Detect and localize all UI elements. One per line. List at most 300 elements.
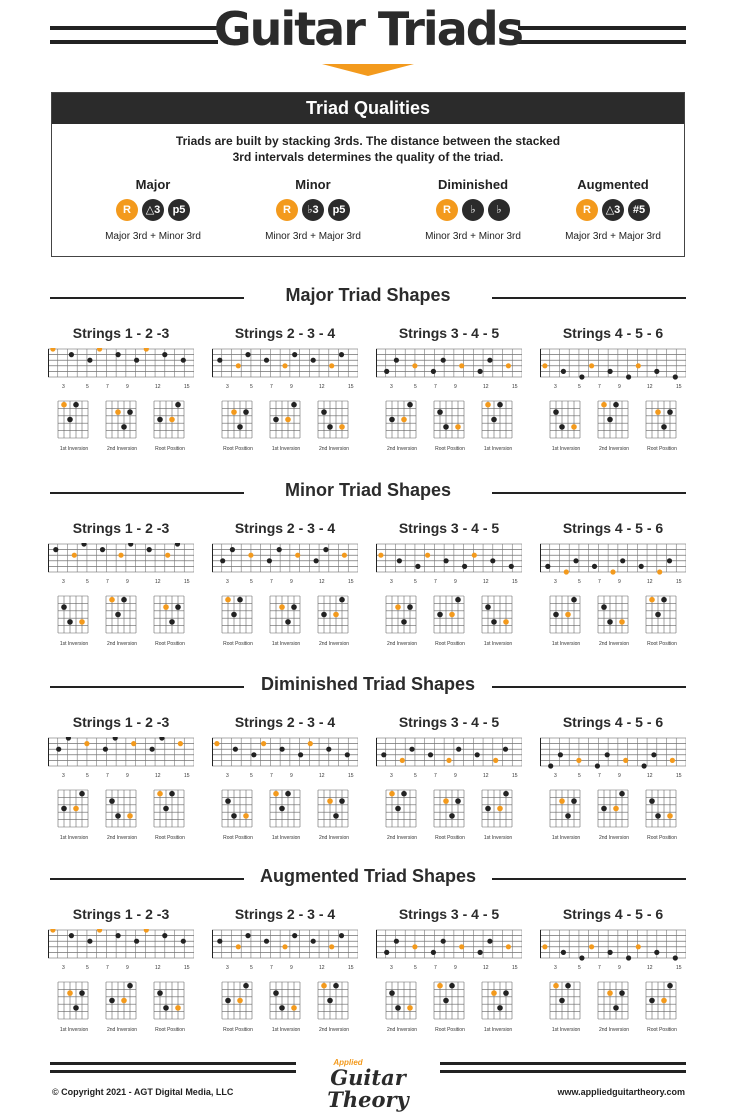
fret-number: 7 [270, 579, 273, 585]
note-dot [277, 547, 282, 552]
fret-number: 3 [226, 579, 229, 585]
note-dot [378, 553, 383, 558]
note-dot [127, 409, 133, 415]
note-dot [497, 806, 503, 812]
fret-number: 3 [390, 384, 393, 390]
shape-caption: Root Position [435, 641, 465, 647]
note-dot [455, 424, 461, 430]
note-dot [407, 402, 413, 408]
note-dot [455, 798, 461, 804]
fretboard-diagram [540, 348, 686, 382]
note-dot [412, 944, 417, 949]
note-dot [545, 564, 550, 569]
note-dot [558, 752, 563, 757]
note-dot [285, 619, 291, 625]
note-dot [323, 547, 328, 552]
note-dot [491, 990, 497, 996]
fret-number: 5 [250, 773, 253, 779]
note-dot [165, 553, 170, 558]
fretboard-diagram [540, 737, 686, 771]
note-dot [553, 983, 559, 989]
string-set-label: Strings 4 - 5 - 6 [562, 714, 664, 730]
triad-shape-diagram [266, 789, 306, 829]
note-dot [109, 798, 115, 804]
fret-number: 12 [647, 579, 653, 585]
interval-chip: △3 [142, 199, 164, 221]
note-dot [50, 348, 55, 352]
fret-number: 15 [676, 384, 682, 390]
shape-caption: Root Position [155, 641, 185, 647]
root-chip: R [116, 199, 138, 221]
string-set-label: Strings 3 - 4 - 5 [398, 325, 500, 341]
note-dot [449, 813, 455, 819]
note-dot [639, 564, 644, 569]
note-dot [397, 558, 402, 563]
note-dot [573, 558, 578, 563]
fret-number: 3 [390, 965, 393, 971]
note-dot [601, 402, 607, 408]
fret-number: 7 [434, 579, 437, 585]
triad-shape-diagram [218, 400, 258, 440]
note-dot [73, 806, 79, 812]
fret-number: 15 [512, 773, 518, 779]
fret-number: 15 [676, 965, 682, 971]
interval-chips [534, 199, 692, 229]
shape-caption: 2nd Inversion [598, 835, 630, 841]
note-dot [157, 417, 163, 423]
note-dot [279, 806, 285, 812]
qualities-desc-line-2: 3rd intervals determines the quality of the triad. [232, 150, 504, 164]
note-dot [619, 791, 625, 797]
fret-number: 5 [86, 579, 89, 585]
shape-caption: 2nd Inversion [598, 446, 630, 452]
note-dot [115, 813, 121, 819]
fret-number: 12 [319, 579, 325, 585]
fretboard-diagram [376, 348, 522, 382]
fret-number: 5 [578, 579, 581, 585]
fret-number: 3 [390, 579, 393, 585]
triad-shape-diagram [642, 789, 682, 829]
note-dot [456, 747, 461, 752]
website-link[interactable]: www.appliedguitartheory.com [557, 1087, 685, 1097]
note-dot [87, 358, 92, 363]
fret-number: 12 [155, 965, 161, 971]
fret-number: 3 [226, 965, 229, 971]
note-dot [81, 543, 86, 547]
note-dot [73, 402, 79, 408]
note-dot [67, 619, 73, 625]
fretboard-diagram [376, 929, 522, 963]
note-dot [437, 983, 443, 989]
note-dot [230, 547, 235, 552]
fret-number: 15 [184, 384, 190, 390]
note-dot [579, 955, 584, 960]
note-dot [127, 813, 133, 819]
note-dot [553, 409, 559, 415]
fret-number: 9 [618, 579, 621, 585]
note-dot [100, 547, 105, 552]
note-dot [657, 569, 662, 574]
note-dot [181, 939, 186, 944]
note-dot [321, 612, 327, 618]
note-dot [389, 990, 395, 996]
note-dot [134, 358, 139, 363]
fret-number: 7 [106, 579, 109, 585]
note-dot [329, 944, 334, 949]
note-dot [443, 998, 449, 1004]
note-dot [462, 564, 467, 569]
note-dot [613, 806, 619, 812]
fret-number: 3 [554, 579, 557, 585]
note-dot [654, 369, 659, 374]
fretboard-diagram [48, 929, 194, 963]
fret-number: 5 [578, 384, 581, 390]
note-dot [291, 402, 297, 408]
note-dot [217, 939, 222, 944]
shape-caption: 1st Inversion [271, 835, 301, 841]
note-dot [542, 363, 547, 368]
fretboard-diagram [540, 543, 686, 577]
note-dot [116, 352, 121, 357]
note-dot [231, 409, 237, 415]
note-dot [673, 955, 678, 960]
fret-number: 7 [106, 773, 109, 779]
fret-number: 15 [512, 579, 518, 585]
note-dot [66, 737, 71, 741]
note-dot [503, 747, 508, 752]
shape-caption: Root Position [435, 1027, 465, 1033]
note-dot [559, 424, 565, 430]
shape-caption: 2nd Inversion [318, 1027, 350, 1033]
triad-shape-diagram [54, 400, 94, 440]
note-dot [181, 358, 186, 363]
note-dot [84, 741, 89, 746]
note-dot [261, 741, 266, 746]
note-dot [147, 547, 152, 552]
string-set-label: Strings 4 - 5 - 6 [562, 520, 664, 536]
note-dot [243, 409, 249, 415]
note-dot [264, 939, 269, 944]
note-dot [339, 352, 344, 357]
note-dot [607, 619, 613, 625]
shape-caption: 2nd Inversion [318, 835, 350, 841]
note-dot [243, 983, 249, 989]
triad-shape-diagram [594, 789, 634, 829]
note-dot [282, 944, 287, 949]
qualities-desc-line-1: Triads are built by stacking 3rds. The distance between the stacked [175, 134, 561, 148]
note-dot [415, 564, 420, 569]
fret-number: 9 [290, 579, 293, 585]
note-dot [214, 741, 219, 746]
shape-caption: Root Position [435, 446, 465, 452]
note-dot [407, 1005, 413, 1011]
triad-shape-diagram [150, 789, 190, 829]
note-dot [79, 990, 85, 996]
note-dot [282, 363, 287, 368]
note-dot [311, 358, 316, 363]
fretboard-diagram [212, 737, 358, 771]
note-dot [342, 553, 347, 558]
note-dot [109, 998, 115, 1004]
interval-chips [234, 199, 392, 229]
note-dot [564, 569, 569, 574]
string-set-label: Strings 3 - 4 - 5 [398, 906, 500, 922]
note-dot [237, 998, 243, 1004]
note-dot [279, 604, 285, 610]
note-dot [162, 933, 167, 938]
triad-shape-diagram [218, 981, 258, 1021]
note-dot [150, 747, 155, 752]
note-dot [326, 747, 331, 752]
note-dot [667, 558, 672, 563]
note-dot [115, 409, 121, 415]
fret-number: 3 [62, 965, 65, 971]
note-dot [667, 813, 673, 819]
triad-shape-diagram [54, 595, 94, 635]
note-dot [97, 929, 102, 933]
note-dot [217, 358, 222, 363]
triad-shape-diagram [478, 981, 518, 1021]
note-dot [485, 806, 491, 812]
shape-caption: Root Position [647, 641, 677, 647]
note-dot [175, 402, 181, 408]
note-dot [329, 363, 334, 368]
note-dot [163, 604, 169, 610]
triad-shape-diagram [430, 595, 470, 635]
note-dot [384, 950, 389, 955]
shape-caption: 2nd Inversion [106, 641, 138, 647]
fret-number: 9 [618, 965, 621, 971]
fret-number: 9 [126, 773, 129, 779]
note-dot [157, 990, 163, 996]
note-dot [169, 791, 175, 797]
note-dot [285, 791, 291, 797]
note-dot [243, 813, 249, 819]
note-dot [487, 939, 492, 944]
note-dot [131, 741, 136, 746]
fret-number: 9 [126, 965, 129, 971]
note-dot [220, 558, 225, 563]
shape-caption: 1st Inversion [551, 1027, 581, 1033]
note-dot [503, 619, 509, 625]
shape-caption: 2nd Inversion [386, 1027, 418, 1033]
fret-number: 15 [348, 579, 354, 585]
shape-caption: Root Position [223, 446, 253, 452]
note-dot [144, 348, 149, 352]
note-dot [109, 597, 115, 603]
note-dot [667, 409, 673, 415]
note-dot [339, 597, 345, 603]
string-set-label: Strings 2 - 3 - 4 [234, 520, 336, 536]
note-dot [267, 558, 272, 563]
shape-caption: 1st Inversion [271, 641, 301, 647]
note-dot [613, 402, 619, 408]
note-dot [493, 758, 498, 763]
note-dot [565, 612, 571, 618]
shape-caption: Root Position [223, 1027, 253, 1033]
fret-number: 12 [647, 965, 653, 971]
interval-chip: △3 [602, 199, 624, 221]
string-set-label: Strings 2 - 3 - 4 [234, 714, 336, 730]
fret-number: 15 [676, 579, 682, 585]
string-set-label: Strings 1 - 2 -3 [72, 325, 170, 341]
triad-shape-diagram [382, 400, 422, 440]
fret-number: 3 [226, 773, 229, 779]
note-dot [589, 363, 594, 368]
note-dot [395, 604, 401, 610]
note-dot [509, 564, 514, 569]
triad-shape-diagram [382, 595, 422, 635]
note-dot [576, 758, 581, 763]
note-dot [134, 939, 139, 944]
triad-shape-diagram [594, 595, 634, 635]
note-dot [245, 352, 250, 357]
shape-caption: 1st Inversion [59, 835, 89, 841]
note-dot [333, 612, 339, 618]
fretboard-diagram [48, 543, 194, 577]
note-dot [605, 752, 610, 757]
fret-number: 3 [226, 384, 229, 390]
note-dot [610, 569, 615, 574]
shape-caption: 1st Inversion [271, 1027, 301, 1033]
interval-chip: ♭ [462, 199, 484, 221]
shape-caption: Root Position [435, 835, 465, 841]
interval-chip: ♭3 [302, 199, 324, 221]
note-dot [661, 998, 667, 1004]
quality-intervals: Major 3rd + Major 3rd [565, 231, 661, 242]
interval-chip: #5 [628, 199, 650, 221]
logo-small-text: Applied [333, 1058, 363, 1067]
note-dot [79, 619, 85, 625]
qualities-heading: Triad Qualities [52, 93, 684, 124]
shape-caption: 1st Inversion [483, 835, 513, 841]
quality-name: Major [135, 177, 171, 192]
note-dot [565, 983, 571, 989]
fret-number: 9 [618, 773, 621, 779]
note-dot [401, 791, 407, 797]
fret-number: 15 [512, 965, 518, 971]
root-chip: R [436, 199, 458, 221]
note-dot [169, 417, 175, 423]
note-dot [231, 813, 237, 819]
fret-number: 12 [647, 384, 653, 390]
note-dot [649, 998, 655, 1004]
note-dot [233, 747, 238, 752]
shape-caption: 2nd Inversion [386, 641, 418, 647]
quality-minor [234, 177, 392, 242]
fret-number: 9 [454, 965, 457, 971]
note-dot [273, 791, 279, 797]
note-dot [655, 813, 661, 819]
note-dot [298, 752, 303, 757]
triad-shape-diagram [102, 789, 142, 829]
fret-number: 5 [414, 384, 417, 390]
note-dot [339, 798, 345, 804]
logo-main-text: Guitar Theory [327, 1065, 409, 1112]
quality-name: Augmented [577, 177, 649, 192]
note-dot [649, 597, 655, 603]
note-dot [497, 402, 503, 408]
fret-number: 9 [126, 384, 129, 390]
note-dot [311, 939, 316, 944]
triad-shape-diagram [54, 981, 94, 1021]
note-dot [279, 1005, 285, 1011]
shape-caption: Root Position [155, 1027, 185, 1033]
note-dot [178, 741, 183, 746]
shape-caption: 2nd Inversion [598, 641, 630, 647]
note-dot [384, 369, 389, 374]
fretboard-diagram [212, 348, 358, 382]
quality-diminished [394, 177, 552, 242]
note-dot [497, 1005, 503, 1011]
fret-number: 9 [126, 579, 129, 585]
note-dot [455, 597, 461, 603]
fret-number: 5 [414, 773, 417, 779]
shape-caption: 1st Inversion [271, 446, 301, 452]
note-dot [503, 990, 509, 996]
note-dot [236, 944, 241, 949]
fret-number: 3 [554, 773, 557, 779]
interval-chip: p5 [328, 199, 350, 221]
quality-intervals: Major 3rd + Minor 3rd [105, 231, 201, 242]
triad-shape-diagram [218, 595, 258, 635]
shape-caption: 2nd Inversion [318, 641, 350, 647]
fret-number: 5 [250, 384, 253, 390]
note-dot [651, 752, 656, 757]
note-dot [248, 553, 253, 558]
fret-number: 5 [86, 773, 89, 779]
fret-number: 3 [554, 384, 557, 390]
fret-number: 12 [319, 773, 325, 779]
triad-qualities-box [51, 92, 685, 257]
string-set-label: Strings 4 - 5 - 6 [562, 325, 664, 341]
fret-number: 3 [390, 773, 393, 779]
note-dot [412, 363, 417, 368]
note-dot [159, 737, 164, 741]
fret-number: 12 [319, 965, 325, 971]
fretboard-diagram [48, 348, 194, 382]
quality-name: Diminished [437, 177, 509, 192]
fret-number: 12 [319, 384, 325, 390]
triad-shape-diagram [546, 789, 586, 829]
note-dot [654, 950, 659, 955]
note-dot [121, 998, 127, 1004]
note-dot [449, 983, 455, 989]
note-dot [490, 558, 495, 563]
triad-shape-diagram [430, 789, 470, 829]
note-dot [175, 543, 180, 547]
note-dot [485, 402, 491, 408]
note-dot [443, 798, 449, 804]
note-dot [649, 798, 655, 804]
fret-number: 9 [290, 384, 293, 390]
note-dot [571, 597, 577, 603]
shape-caption: 1st Inversion [551, 641, 581, 647]
footer-rule-right-bottom [440, 1070, 686, 1073]
fret-number: 9 [454, 384, 457, 390]
note-dot [620, 558, 625, 563]
note-dot [61, 806, 67, 812]
note-dot [561, 369, 566, 374]
fret-number: 12 [483, 579, 489, 585]
note-dot [291, 604, 297, 610]
triad-shape-diagram [642, 400, 682, 440]
fret-number: 9 [618, 384, 621, 390]
note-dot [116, 933, 121, 938]
fret-number: 12 [155, 773, 161, 779]
note-dot [280, 747, 285, 752]
note-dot [559, 798, 565, 804]
